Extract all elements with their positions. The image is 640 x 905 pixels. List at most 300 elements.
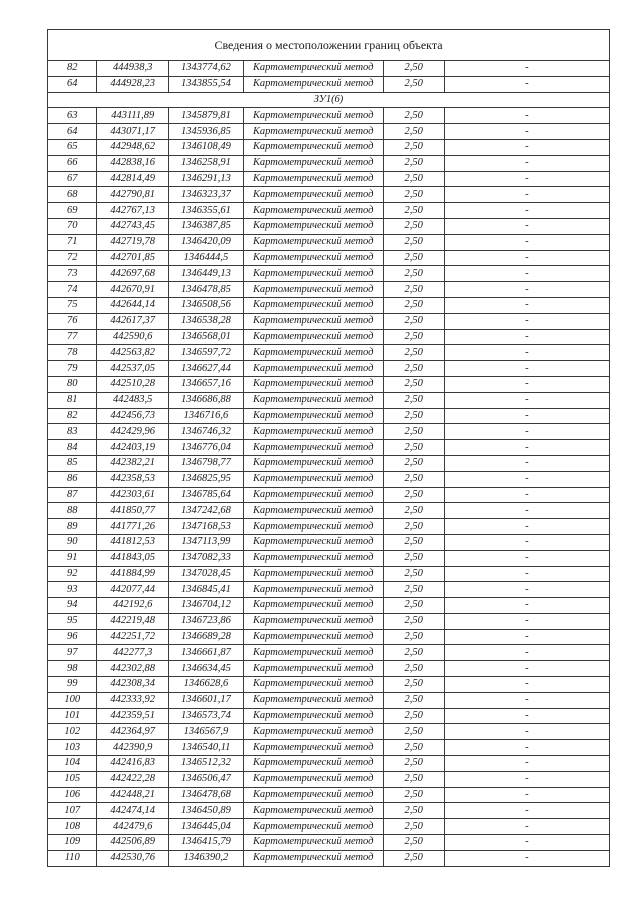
coordinate-y: 1346723,86 — [169, 613, 244, 629]
determination-method: Картометрический метод — [243, 471, 383, 487]
coordinate-x: 443111,89 — [97, 108, 169, 124]
determination-method: Картометрический метод — [243, 708, 383, 724]
table-row — [48, 408, 610, 424]
precision-value: 2,50 — [383, 629, 444, 645]
determination-method: Картометрический метод — [243, 756, 383, 772]
coordinate-y: 1343774,62 — [169, 61, 244, 77]
point-number: 64 — [48, 124, 97, 140]
determination-method: Картометрический метод — [243, 329, 383, 345]
precision-value: 2,50 — [383, 598, 444, 614]
determination-method: Картометрический метод — [243, 787, 383, 803]
coordinate-x: 441850,77 — [97, 503, 169, 519]
precision-value: 2,50 — [383, 250, 444, 266]
table-row — [48, 582, 610, 598]
table-row — [48, 803, 610, 819]
determination-method: Картометрический метод — [243, 566, 383, 582]
table-row — [48, 503, 610, 519]
coordinate-x: 441812,53 — [97, 534, 169, 550]
note-cell: - — [444, 850, 609, 866]
coordinate-x: 442416,83 — [97, 756, 169, 772]
precision-value: 2,50 — [383, 645, 444, 661]
table-row — [48, 629, 610, 645]
precision-value: 2,50 — [383, 440, 444, 456]
precision-value: 2,50 — [383, 677, 444, 693]
note-cell: - — [444, 598, 609, 614]
note-cell: - — [444, 835, 609, 851]
point-number: 106 — [48, 787, 97, 803]
point-number: 109 — [48, 835, 97, 851]
note-cell: - — [444, 677, 609, 693]
coordinate-x: 442303,61 — [97, 487, 169, 503]
table-title: Сведения о местоположении границ объекта — [48, 30, 610, 61]
determination-method: Картометрический метод — [243, 803, 383, 819]
table-row — [48, 218, 610, 234]
table-row — [48, 771, 610, 787]
coordinate-y: 1346689,28 — [169, 629, 244, 645]
table-row — [48, 756, 610, 772]
coordinate-y: 1346540,11 — [169, 740, 244, 756]
determination-method: Картометрический метод — [243, 155, 383, 171]
coordinate-x: 442422,28 — [97, 771, 169, 787]
coordinate-x: 442617,37 — [97, 313, 169, 329]
point-number: 96 — [48, 629, 97, 645]
determination-method: Картометрический метод — [243, 487, 383, 503]
determination-method: Картометрический метод — [243, 771, 383, 787]
coordinate-y: 1346478,85 — [169, 282, 244, 298]
note-cell: - — [444, 108, 609, 124]
table-row — [48, 297, 610, 313]
coordinate-y: 1346628,6 — [169, 677, 244, 693]
determination-method: Картометрический метод — [243, 266, 383, 282]
precision-value: 2,50 — [383, 139, 444, 155]
table-row — [48, 361, 610, 377]
document-page — [47, 29, 610, 867]
coordinate-x: 442743,45 — [97, 218, 169, 234]
table-row — [48, 155, 610, 171]
coordinate-x: 442359,51 — [97, 708, 169, 724]
note-cell: - — [444, 171, 609, 187]
point-number: 70 — [48, 218, 97, 234]
point-number: 74 — [48, 282, 97, 298]
determination-method: Картометрический метод — [243, 503, 383, 519]
coordinate-y: 1343855,54 — [169, 76, 244, 92]
determination-method: Картометрический метод — [243, 408, 383, 424]
point-number: 78 — [48, 345, 97, 361]
precision-value: 2,50 — [383, 819, 444, 835]
table-row — [48, 724, 610, 740]
precision-value: 2,50 — [383, 392, 444, 408]
coordinate-y: 1346450,89 — [169, 803, 244, 819]
point-number: 100 — [48, 692, 97, 708]
note-cell: - — [444, 550, 609, 566]
determination-method: Картометрический метод — [243, 424, 383, 440]
note-cell: - — [444, 313, 609, 329]
precision-value: 2,50 — [383, 124, 444, 140]
note-cell: - — [444, 266, 609, 282]
coordinate-y: 1346420,09 — [169, 234, 244, 250]
precision-value: 2,50 — [383, 155, 444, 171]
point-number: 105 — [48, 771, 97, 787]
table-row — [48, 787, 610, 803]
determination-method: Картометрический метод — [243, 440, 383, 456]
precision-value: 2,50 — [383, 771, 444, 787]
point-number: 92 — [48, 566, 97, 582]
note-cell: - — [444, 297, 609, 313]
note-cell: - — [444, 566, 609, 582]
coordinate-x: 442390,9 — [97, 740, 169, 756]
precision-value: 2,50 — [383, 787, 444, 803]
coordinate-x: 442251,72 — [97, 629, 169, 645]
point-number: 66 — [48, 155, 97, 171]
point-number: 87 — [48, 487, 97, 503]
coordinate-x: 442644,14 — [97, 297, 169, 313]
table-row — [48, 250, 610, 266]
point-number: 98 — [48, 661, 97, 677]
precision-value: 2,50 — [383, 108, 444, 124]
table-row — [48, 440, 610, 456]
coordinate-x: 442697,68 — [97, 266, 169, 282]
note-cell: - — [444, 250, 609, 266]
note-cell: - — [444, 471, 609, 487]
point-number: 94 — [48, 598, 97, 614]
coordinate-x: 442838,16 — [97, 155, 169, 171]
determination-method: Картометрический метод — [243, 613, 383, 629]
coordinate-y: 1346258,91 — [169, 155, 244, 171]
coordinate-y: 1346704,12 — [169, 598, 244, 614]
point-number: 80 — [48, 376, 97, 392]
coordinate-x: 442456,73 — [97, 408, 169, 424]
table-row — [48, 234, 610, 250]
coordinate-y: 1346597,72 — [169, 345, 244, 361]
point-number: 68 — [48, 187, 97, 203]
precision-value: 2,50 — [383, 471, 444, 487]
precision-value: 2,50 — [383, 708, 444, 724]
table-row — [48, 329, 610, 345]
point-number: 95 — [48, 613, 97, 629]
coordinate-y: 1346845,41 — [169, 582, 244, 598]
coordinate-y: 1347242,68 — [169, 503, 244, 519]
coordinate-y: 1347113,99 — [169, 534, 244, 550]
determination-method: Картометрический метод — [243, 171, 383, 187]
note-cell: - — [444, 124, 609, 140]
determination-method: Картометрический метод — [243, 740, 383, 756]
note-cell: - — [444, 203, 609, 219]
note-cell: - — [444, 645, 609, 661]
table-row — [48, 171, 610, 187]
note-cell: - — [444, 408, 609, 424]
precision-value: 2,50 — [383, 519, 444, 535]
precision-value: 2,50 — [383, 550, 444, 566]
determination-method: Картометрический метод — [243, 76, 383, 92]
section-label: ЗУ1(6) — [48, 92, 610, 108]
table-row — [48, 661, 610, 677]
coordinate-x: 442670,91 — [97, 282, 169, 298]
point-number: 99 — [48, 677, 97, 693]
point-number: 97 — [48, 645, 97, 661]
precision-value: 2,50 — [383, 566, 444, 582]
coordinate-y: 1347168,53 — [169, 519, 244, 535]
table-row — [48, 392, 610, 408]
note-cell: - — [444, 629, 609, 645]
point-number: 102 — [48, 724, 97, 740]
determination-method: Картометрический метод — [243, 455, 383, 471]
precision-value: 2,50 — [383, 313, 444, 329]
point-number: 110 — [48, 850, 97, 866]
precision-value: 2,50 — [383, 534, 444, 550]
precision-value: 2,50 — [383, 376, 444, 392]
determination-method: Картометрический метод — [243, 519, 383, 535]
coordinate-y: 1346538,28 — [169, 313, 244, 329]
coordinate-y: 1346355,61 — [169, 203, 244, 219]
coordinate-y: 1346415,79 — [169, 835, 244, 851]
table-row — [48, 187, 610, 203]
note-cell: - — [444, 661, 609, 677]
note-cell: - — [444, 187, 609, 203]
coordinate-x: 441771,26 — [97, 519, 169, 535]
coordinate-y: 1346291,13 — [169, 171, 244, 187]
coordinate-y: 1346746,32 — [169, 424, 244, 440]
point-number: 72 — [48, 250, 97, 266]
note-cell: - — [444, 455, 609, 471]
coordinate-x: 442358,53 — [97, 471, 169, 487]
precision-value: 2,50 — [383, 234, 444, 250]
determination-method: Картометрический метод — [243, 203, 383, 219]
coordinate-x: 441843,05 — [97, 550, 169, 566]
coordinate-y: 1346390,2 — [169, 850, 244, 866]
point-number: 63 — [48, 108, 97, 124]
determination-method: Картометрический метод — [243, 850, 383, 866]
table-row — [48, 471, 610, 487]
table-row — [48, 819, 610, 835]
precision-value: 2,50 — [383, 692, 444, 708]
note-cell: - — [444, 361, 609, 377]
title-row — [48, 30, 610, 61]
point-number: 88 — [48, 503, 97, 519]
note-cell: - — [444, 803, 609, 819]
coordinate-x: 442382,21 — [97, 455, 169, 471]
table-row — [48, 613, 610, 629]
table-row — [48, 740, 610, 756]
coordinate-x: 442483,5 — [97, 392, 169, 408]
precision-value: 2,50 — [383, 171, 444, 187]
note-cell: - — [444, 692, 609, 708]
table-row — [48, 519, 610, 535]
coordinate-x: 442429,96 — [97, 424, 169, 440]
precision-value: 2,50 — [383, 582, 444, 598]
determination-method: Картометрический метод — [243, 677, 383, 693]
coordinate-x: 442308,34 — [97, 677, 169, 693]
determination-method: Картометрический метод — [243, 297, 383, 313]
precision-value: 2,50 — [383, 850, 444, 866]
table-row — [48, 835, 610, 851]
coordinate-x: 442563,82 — [97, 345, 169, 361]
table-row — [48, 424, 610, 440]
table-row — [48, 645, 610, 661]
point-number: 67 — [48, 171, 97, 187]
note-cell: - — [444, 787, 609, 803]
coordinate-y: 1346568,01 — [169, 329, 244, 345]
point-number: 85 — [48, 455, 97, 471]
coordinate-y: 1346387,85 — [169, 218, 244, 234]
point-number: 104 — [48, 756, 97, 772]
coordinate-x: 442403,19 — [97, 440, 169, 456]
determination-method: Картометрический метод — [243, 661, 383, 677]
coordinate-x: 442510,28 — [97, 376, 169, 392]
note-cell: - — [444, 708, 609, 724]
table-row — [48, 376, 610, 392]
coordinate-y: 1346108,49 — [169, 139, 244, 155]
coordinate-y: 1346661,87 — [169, 645, 244, 661]
note-cell: - — [444, 440, 609, 456]
coordinate-x: 442530,76 — [97, 850, 169, 866]
determination-method: Картометрический метод — [243, 392, 383, 408]
table-row — [48, 566, 610, 582]
note-cell: - — [444, 424, 609, 440]
determination-method: Картометрический метод — [243, 582, 383, 598]
precision-value: 2,50 — [383, 803, 444, 819]
point-number: 73 — [48, 266, 97, 282]
table-row — [48, 61, 610, 77]
coordinate-x: 442948,62 — [97, 139, 169, 155]
note-cell: - — [444, 329, 609, 345]
precision-value: 2,50 — [383, 740, 444, 756]
precision-value: 2,50 — [383, 408, 444, 424]
note-cell: - — [444, 534, 609, 550]
note-cell: - — [444, 218, 609, 234]
determination-method: Картометрический метод — [243, 645, 383, 661]
determination-method: Картометрический метод — [243, 61, 383, 77]
precision-value: 2,50 — [383, 329, 444, 345]
section-row — [48, 92, 610, 108]
precision-value: 2,50 — [383, 203, 444, 219]
note-cell: - — [444, 582, 609, 598]
note-cell: - — [444, 519, 609, 535]
precision-value: 2,50 — [383, 424, 444, 440]
coordinate-y: 1346657,16 — [169, 376, 244, 392]
coordinate-x: 442814,49 — [97, 171, 169, 187]
coordinate-y: 1346785,64 — [169, 487, 244, 503]
determination-method: Картометрический метод — [243, 629, 383, 645]
coordinate-y: 1346444,5 — [169, 250, 244, 266]
table-row — [48, 266, 610, 282]
coordinate-y: 1346449,13 — [169, 266, 244, 282]
coordinate-y: 1345879,81 — [169, 108, 244, 124]
precision-value: 2,50 — [383, 297, 444, 313]
point-number: 108 — [48, 819, 97, 835]
table-row — [48, 598, 610, 614]
coordinate-x: 442479,6 — [97, 819, 169, 835]
determination-method: Картометрический метод — [243, 139, 383, 155]
precision-value: 2,50 — [383, 266, 444, 282]
determination-method: Картометрический метод — [243, 835, 383, 851]
point-number: 101 — [48, 708, 97, 724]
note-cell: - — [444, 376, 609, 392]
precision-value: 2,50 — [383, 218, 444, 234]
coordinate-y: 1346634,45 — [169, 661, 244, 677]
determination-method: Картометрический метод — [243, 282, 383, 298]
precision-value: 2,50 — [383, 835, 444, 851]
determination-method: Картометрический метод — [243, 598, 383, 614]
point-number: 82 — [48, 61, 97, 77]
note-cell: - — [444, 771, 609, 787]
coordinate-x: 442701,85 — [97, 250, 169, 266]
determination-method: Картометрический метод — [243, 724, 383, 740]
table-row — [48, 550, 610, 566]
table-row — [48, 534, 610, 550]
coordinate-x: 442767,13 — [97, 203, 169, 219]
point-number: 65 — [48, 139, 97, 155]
table-row — [48, 124, 610, 140]
table-row — [48, 76, 610, 92]
precision-value: 2,50 — [383, 345, 444, 361]
precision-value: 2,50 — [383, 61, 444, 77]
note-cell: - — [444, 345, 609, 361]
point-number: 77 — [48, 329, 97, 345]
precision-value: 2,50 — [383, 455, 444, 471]
determination-method: Картометрический метод — [243, 313, 383, 329]
note-cell: - — [444, 392, 609, 408]
point-number: 75 — [48, 297, 97, 313]
determination-method: Картометрический метод — [243, 550, 383, 566]
coordinate-y: 1346567,9 — [169, 724, 244, 740]
determination-method: Картометрический метод — [243, 187, 383, 203]
coordinate-x: 442790,81 — [97, 187, 169, 203]
point-number: 82 — [48, 408, 97, 424]
coordinate-y: 1345936,85 — [169, 124, 244, 140]
note-cell: - — [444, 487, 609, 503]
point-number: 90 — [48, 534, 97, 550]
table-row — [48, 692, 610, 708]
coordinate-y: 1346445,04 — [169, 819, 244, 835]
determination-method: Картометрический метод — [243, 250, 383, 266]
determination-method: Картометрический метод — [243, 534, 383, 550]
point-number: 103 — [48, 740, 97, 756]
coordinate-y: 1346798,77 — [169, 455, 244, 471]
coordinate-y: 1346508,56 — [169, 297, 244, 313]
table-row — [48, 850, 610, 866]
precision-value: 2,50 — [383, 724, 444, 740]
precision-value: 2,50 — [383, 661, 444, 677]
coordinate-x: 442302,88 — [97, 661, 169, 677]
point-number: 91 — [48, 550, 97, 566]
coordinate-y: 1346776,04 — [169, 440, 244, 456]
note-cell: - — [444, 76, 609, 92]
point-number: 83 — [48, 424, 97, 440]
determination-method: Картометрический метод — [243, 819, 383, 835]
table-row — [48, 313, 610, 329]
determination-method: Картометрический метод — [243, 218, 383, 234]
coordinate-y: 1346323,37 — [169, 187, 244, 203]
note-cell: - — [444, 503, 609, 519]
note-cell: - — [444, 724, 609, 740]
coordinate-x: 442364,97 — [97, 724, 169, 740]
table-row — [48, 345, 610, 361]
coordinate-x: 442077,44 — [97, 582, 169, 598]
coordinate-y: 1346825,95 — [169, 471, 244, 487]
coordinate-y: 1346627,44 — [169, 361, 244, 377]
point-number: 93 — [48, 582, 97, 598]
coordinate-y: 1346716,6 — [169, 408, 244, 424]
coordinate-x: 443071,17 — [97, 124, 169, 140]
table-row — [48, 677, 610, 693]
precision-value: 2,50 — [383, 76, 444, 92]
coordinate-y: 1346506,47 — [169, 771, 244, 787]
determination-method: Картометрический метод — [243, 345, 383, 361]
coordinate-y: 1346512,32 — [169, 756, 244, 772]
determination-method: Картометрический метод — [243, 234, 383, 250]
point-number: 86 — [48, 471, 97, 487]
point-number: 107 — [48, 803, 97, 819]
